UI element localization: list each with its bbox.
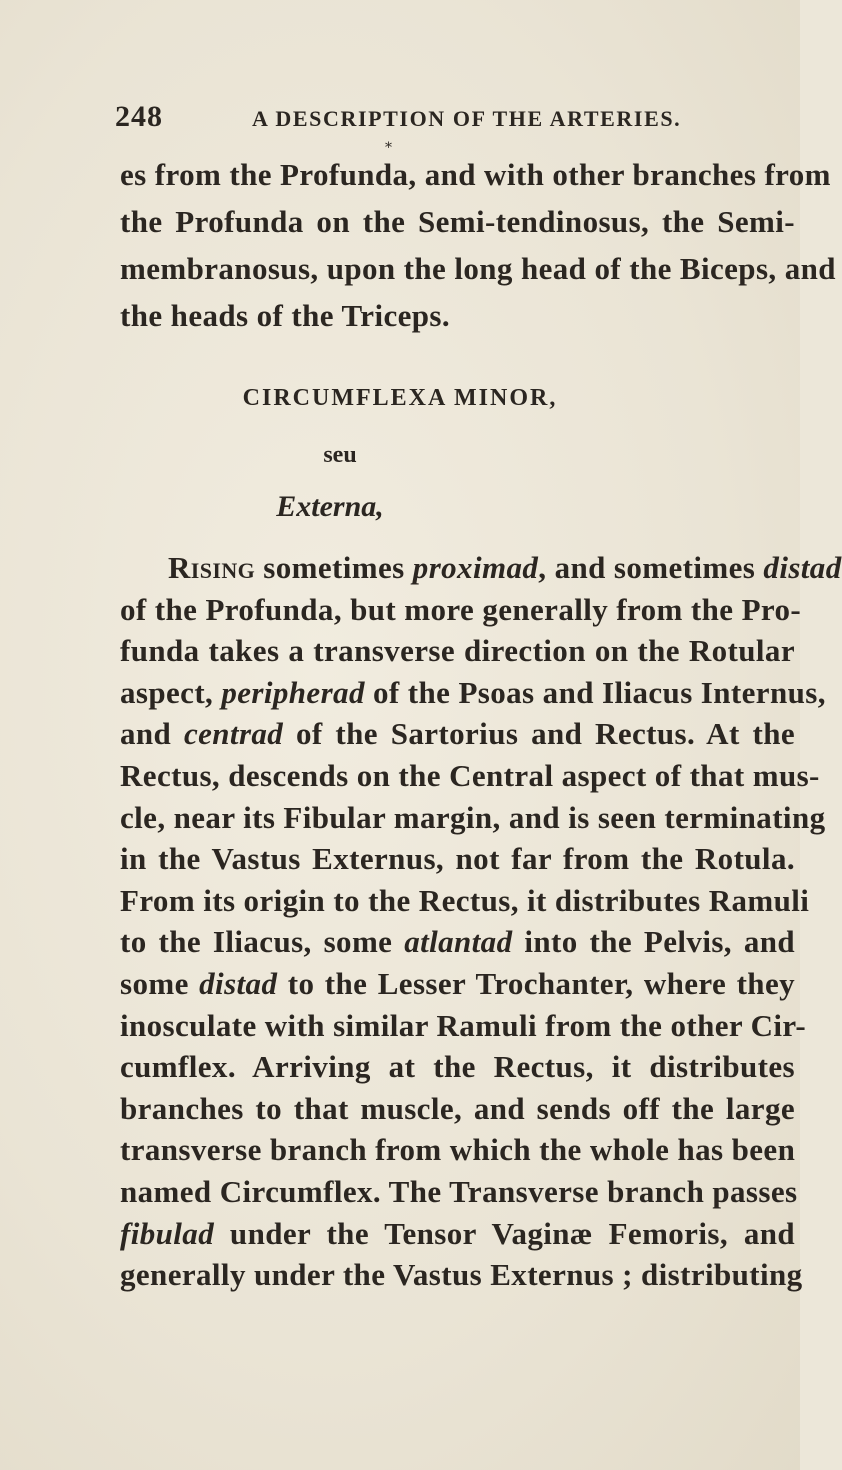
ornament-mark: * xyxy=(385,140,392,156)
text-line: the Profunda on the Semi-tendinosus, the Semi- xyxy=(120,204,795,239)
text-line: in the Vastus Externus, not far from the Rotula. xyxy=(120,841,795,877)
text-line: From its origin to the Rectus, it distributes Ramuli xyxy=(120,882,810,918)
text-line: Rising sometimes proximad, and sometimes distad xyxy=(168,550,842,585)
text-line: transverse branch from which the whole has been xyxy=(120,1132,796,1168)
text-line: to the Iliacus, some atlantad into the Pelvis, and xyxy=(120,924,795,960)
text-line: fibulad under the Tensor Vaginæ Femoris, and xyxy=(120,1215,795,1251)
text-line: branches to that muscle, and sends off the large xyxy=(120,1090,795,1126)
text-line: named Circumflex. The Transverse branch passes xyxy=(120,1174,798,1209)
text-line: inosculate with similar Ramuli from the other Cir- xyxy=(120,1007,807,1043)
text-line: cle, near its Fibular margin, and is seen terminating xyxy=(120,799,826,835)
text-line: of the Profunda, but more generally from the Pro- xyxy=(120,591,802,627)
text-line: the heads of the Triceps. xyxy=(120,298,451,333)
text-line: funda takes a transverse direction on the Rotular xyxy=(120,633,795,669)
text-line: membranosus, upon the long head of the Biceps, and xyxy=(120,251,836,286)
section-title: CIRCUMFLEXA MINOR, xyxy=(242,385,558,411)
text-line: and centrad of the Sartorius and Rectus. At the xyxy=(120,716,795,752)
text-line: generally under the Vastus Externus ; distributing xyxy=(120,1257,803,1293)
page-number: 248 xyxy=(115,100,163,133)
page-header xyxy=(115,100,755,136)
text-line: cumflex. Arriving at the Rectus, it distributes xyxy=(120,1049,795,1085)
first-word: Rising xyxy=(168,550,256,585)
section-subtitle: Externa, xyxy=(276,490,384,523)
section-connector: seu xyxy=(323,442,357,468)
text-line: aspect, peripherad of the Psoas and Iliacus Internus, xyxy=(120,674,826,710)
text-line: Rectus, descends on the Central aspect of that mus- xyxy=(120,758,820,793)
text-line: es from the Profunda, and with other branches from xyxy=(120,157,831,192)
running-head: A DESCRIPTION OF THE ARTERIES. xyxy=(252,106,682,131)
text-line: some distad to the Lesser Trochanter, where they xyxy=(120,966,795,1001)
